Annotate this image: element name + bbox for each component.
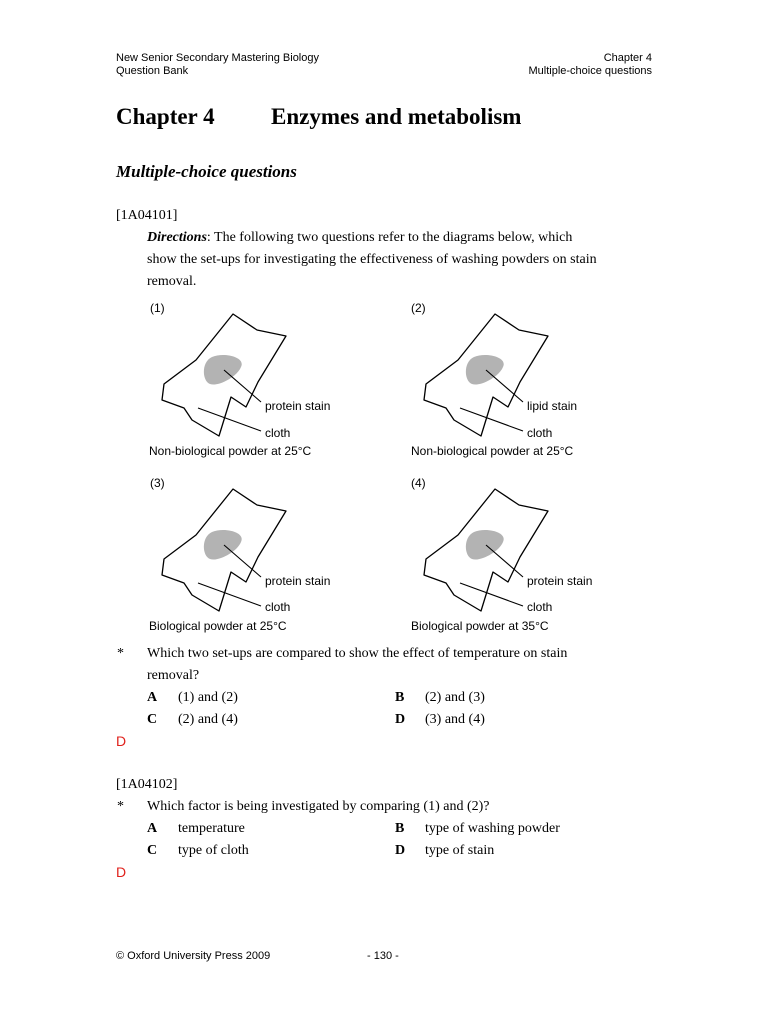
diagram-caption-2: Non-biological powder at 25°C: [411, 444, 574, 458]
cloth-pointer-line: [198, 583, 261, 606]
header-book-title: New Senior Secondary Mastering Biology: [116, 52, 319, 64]
stain-label-1: protein stain: [265, 399, 331, 413]
cloth-label-3: cloth: [265, 600, 291, 614]
cloth-diagram-1: [160, 312, 300, 438]
diagram-number-2: (2): [411, 301, 426, 315]
option-text-b: (2) and (3): [425, 690, 485, 705]
question-code-1: [1A04101]: [116, 208, 178, 223]
cloth-label-2: cloth: [527, 426, 553, 440]
header-question-bank: Question Bank: [116, 65, 189, 77]
footer-page-number: - 130 -: [367, 950, 399, 962]
option-letter-a: A: [147, 821, 158, 836]
question-text-1-line-2: removal?: [147, 668, 200, 683]
directions-line-1: [147, 227, 572, 249]
stain-label-3: protein stain: [265, 574, 331, 588]
diagram-caption-1: Non-biological powder at 25°C: [149, 444, 312, 458]
option-text-a: temperature: [178, 821, 245, 836]
option-text-a: (1) and (2): [178, 690, 238, 705]
option-letter-a: A: [147, 690, 158, 705]
cloth-pointer-line: [198, 408, 261, 431]
option-letter-d: D: [395, 712, 406, 727]
cloth-pointer-line: [460, 408, 523, 431]
option-text-d: (3) and (4): [425, 712, 485, 727]
cloth-diagram-4: [422, 487, 562, 613]
directions-text-1: : The following two questions refer to the diagrams below, which: [206, 230, 573, 245]
option-text-b: type of washing powder: [425, 821, 560, 836]
option-text-d: type of stain: [425, 843, 495, 858]
header-section: Multiple-choice questions: [528, 65, 652, 77]
footer-copyright: © Oxford University Press 2009: [116, 950, 271, 962]
option-letter-c: C: [147, 843, 158, 858]
stain-label-2: lipid stain: [527, 399, 578, 413]
answer-1: D: [116, 733, 127, 749]
option-letter-b: B: [395, 690, 405, 705]
cloth-diagram-2: [422, 312, 562, 438]
diagram-caption-4: Biological powder at 35°C: [411, 619, 549, 633]
diagram-number-4: (4): [411, 476, 426, 490]
question-text-1-line-1: Which two set-ups are compared to show the effect of temperature on stain: [147, 646, 568, 661]
option-text-c: (2) and (4): [178, 712, 238, 727]
option-letter-d: D: [395, 843, 406, 858]
header-chapter: Chapter 4: [603, 52, 652, 64]
answer-2: D: [116, 864, 127, 880]
cloth-label-1: cloth: [265, 426, 291, 440]
option-letter-b: B: [395, 821, 405, 836]
diagram-number-1: (1): [150, 301, 165, 315]
section-title: Multiple-choice questions: [116, 162, 297, 181]
diagram-number-3: (3): [150, 476, 165, 490]
directions-line-2: show the set-ups for investigating the effectiveness of washing powders on stain: [147, 252, 597, 267]
directions-line-3: removal.: [147, 274, 197, 289]
stain-label-4: protein stain: [527, 574, 593, 588]
question-star-1: *: [117, 646, 124, 661]
directions-label: Directions: [147, 230, 207, 245]
cloth-pointer-line: [460, 583, 523, 606]
diagram-caption-3: Biological powder at 25°C: [149, 619, 287, 633]
chapter-number: Chapter 4: [116, 104, 215, 129]
question-text-2: Which factor is being investigated by comparing (1) and (2)?: [147, 799, 490, 814]
option-text-c: type of cloth: [178, 843, 249, 858]
cloth-label-4: cloth: [527, 600, 553, 614]
cloth-diagram-3: [160, 487, 300, 613]
option-letter-c: C: [147, 712, 158, 727]
chapter-title: Enzymes and metabolism: [271, 104, 522, 129]
question-code-2: [1A04102]: [116, 777, 178, 792]
question-star-2: *: [117, 799, 124, 814]
